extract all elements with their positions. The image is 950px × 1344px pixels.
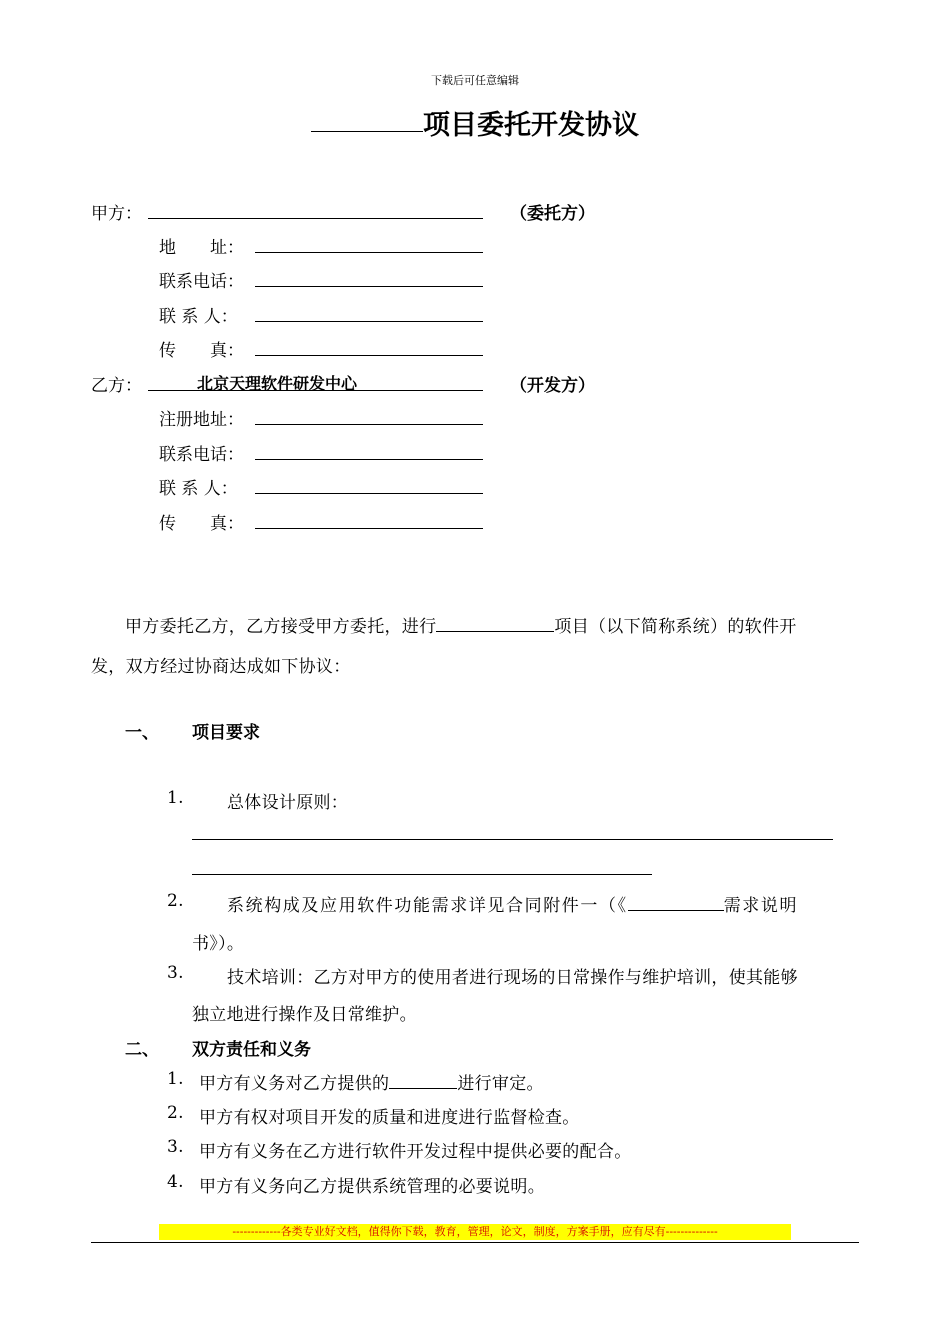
s2-item-2-text: 甲方有权对项目开发的质量和进度进行监督检查。	[199, 1108, 580, 1128]
header-note: 下载后可任意编辑	[431, 74, 519, 87]
s2-item-1-text-b: 进行审定。	[457, 1074, 544, 1094]
s1-item-2-number: 2.	[167, 891, 184, 911]
party-a-phone-label: 联系电话：	[159, 272, 244, 292]
party-b-address-blank[interactable]	[255, 424, 483, 425]
s2-item-4-number: 4.	[167, 1172, 184, 1192]
section-2-title: 双方责任和义务	[192, 1040, 311, 1060]
party-b-address-label: 注册地址：	[159, 410, 244, 430]
party-b-contact-blank[interactable]	[255, 493, 483, 494]
s1-item-2-text-a: 系统构成及应用软件功能需求详见合同附件一（《	[227, 896, 628, 916]
section-1-number: 一、	[125, 723, 159, 743]
s1-item-3-number: 3.	[167, 963, 184, 983]
footer-banner: -------------各类专业好文档，值得你下载，教育，管理，论文，制度，方案手册，应有尽有--------------	[159, 1224, 791, 1240]
party-b-fax-label: 传 真：	[159, 514, 244, 534]
title-text: 项目委托开发协议	[423, 110, 639, 141]
s2-item-1-text-a: 甲方有义务对乙方提供的	[199, 1074, 390, 1094]
party-b-label: 乙方：	[91, 376, 142, 396]
party-a-address-blank[interactable]	[255, 252, 483, 253]
intro-part-2: 项目（以下简称系统）的软件开	[554, 617, 797, 637]
section-2-number: 二、	[125, 1040, 159, 1060]
design-principle-blank-2[interactable]	[192, 874, 652, 875]
s1-item-2-text	[227, 891, 798, 916]
intro-line-1	[125, 612, 797, 637]
document-title	[0, 103, 950, 142]
party-b-contact-label: 联 系 人：	[159, 479, 238, 499]
review-item-blank[interactable]	[389, 1070, 457, 1089]
intro-part-1: 甲方委托乙方，乙方接受甲方委托，进行	[125, 617, 437, 637]
party-b-role: （开发方）	[510, 376, 595, 396]
s2-item-3-text: 甲方有义务在乙方进行软件开发过程中提供必要的配合。	[199, 1142, 632, 1162]
party-b-phone-label: 联系电话：	[159, 445, 244, 465]
party-a-blank[interactable]	[148, 218, 483, 219]
s1-item-1-text: 总体设计原则：	[227, 793, 349, 813]
requirement-doc-blank[interactable]	[628, 892, 724, 911]
party-a-fax-blank[interactable]	[255, 355, 483, 356]
party-a-role: （委托方）	[510, 204, 595, 224]
project-name-blank[interactable]	[436, 613, 554, 632]
intro-line-2: 发，双方经过协商达成如下协议：	[91, 657, 351, 677]
s2-item-3-number: 3.	[167, 1137, 184, 1157]
section-1-title: 项目要求	[192, 723, 260, 743]
party-a-phone-blank[interactable]	[255, 286, 483, 287]
party-a-address-label: 地 址：	[159, 238, 244, 258]
party-b-name: 北京天理软件研发中心	[197, 374, 358, 393]
party-b-phone-blank[interactable]	[255, 459, 483, 460]
title-blank	[311, 103, 423, 132]
s2-item-1-text	[199, 1069, 544, 1094]
s2-item-4-text: 甲方有义务向乙方提供系统管理的必要说明。	[199, 1177, 545, 1197]
s2-item-2-number: 2.	[167, 1103, 184, 1123]
s1-item-1-number: 1.	[167, 788, 184, 808]
s2-item-1-number: 1.	[167, 1069, 184, 1089]
party-a-label: 甲方：	[91, 204, 142, 224]
party-a-contact-label: 联 系 人：	[159, 307, 238, 327]
s1-item-2-text-c: 书》）。	[192, 934, 245, 954]
party-a-contact-blank[interactable]	[255, 321, 483, 322]
s1-item-2-text-b: 需求说明	[723, 896, 799, 916]
s1-item-3-text-b: 独立地进行操作及日常维护。	[192, 1005, 417, 1025]
party-b-fax-blank[interactable]	[255, 528, 483, 529]
footer-divider	[91, 1242, 859, 1243]
s1-item-3-text-a: 技术培训：乙方对甲方的使用者进行现场的日常操作与维护培训，使其能够	[227, 968, 798, 988]
party-a-fax-label: 传 真：	[159, 341, 244, 361]
design-principle-blank-1[interactable]	[192, 839, 833, 840]
